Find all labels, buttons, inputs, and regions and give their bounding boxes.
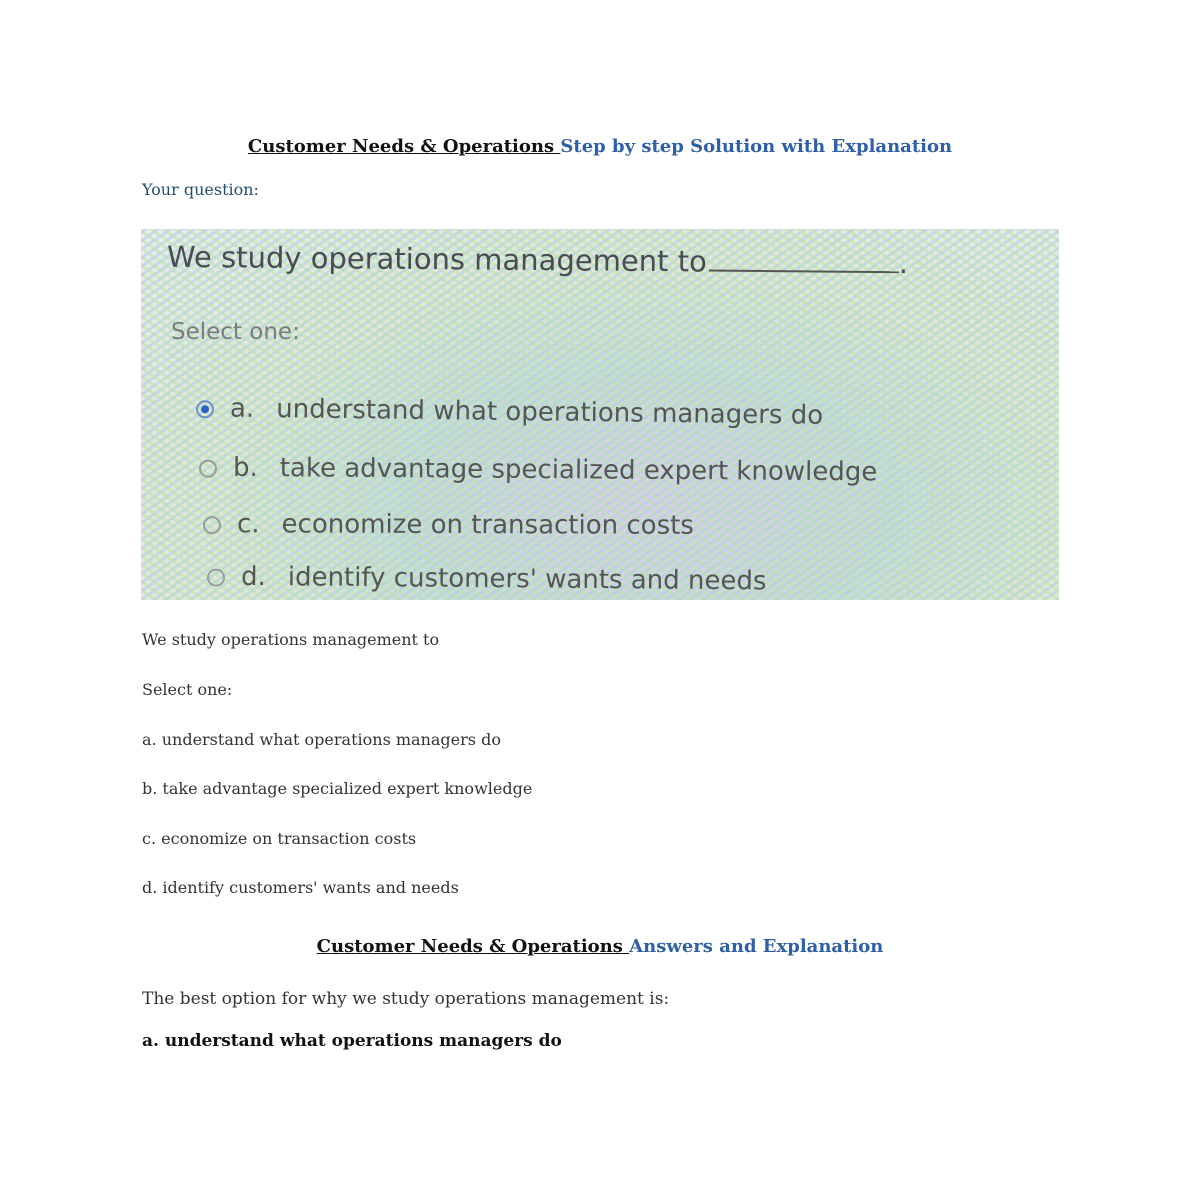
photo-question-stem: We study operations management to bbox=[166, 239, 707, 279]
transcript-option-b: b. take advantage specialized expert knowledge bbox=[142, 779, 533, 798]
option-letter: d. bbox=[240, 561, 266, 593]
title-topic: Customer Needs & Operations bbox=[247, 136, 561, 157]
option-text: take advantage specialized expert knowledge bbox=[279, 453, 878, 488]
option-letter: c. bbox=[236, 509, 260, 540]
radio-empty-icon bbox=[203, 516, 221, 534]
answers-heading bbox=[0, 936, 1200, 957]
photo-question-text bbox=[167, 240, 908, 280]
photo-select-one: Select one: bbox=[171, 319, 300, 345]
photo-option-a bbox=[196, 393, 823, 431]
title-subtitle: Step by step Solution with Explanation bbox=[560, 136, 953, 157]
photo-option-d bbox=[207, 562, 767, 597]
answers-subtitle: Answers and Explanation bbox=[629, 936, 884, 957]
page-title bbox=[0, 136, 1200, 157]
transcript-option-c: c. economize on transaction costs bbox=[142, 829, 417, 848]
answer-intro: The best option for why we study operations management is: bbox=[142, 989, 670, 1009]
question-photo bbox=[141, 229, 1059, 600]
option-text: understand what operations managers do bbox=[276, 394, 824, 431]
radio-selected-icon bbox=[196, 400, 214, 418]
transcript-select-one: Select one: bbox=[142, 680, 233, 699]
transcript-question: We study operations management to bbox=[142, 630, 440, 649]
photo-option-b bbox=[199, 453, 877, 488]
blank-line bbox=[709, 268, 899, 273]
option-text: economize on transaction costs bbox=[281, 509, 694, 541]
transcript-option-a: a. understand what operations managers do bbox=[142, 730, 501, 749]
radio-empty-icon bbox=[199, 459, 217, 477]
transcript-option-d: d. identify customers' wants and needs bbox=[142, 878, 459, 897]
option-letter: b. bbox=[232, 452, 258, 484]
option-letter: a. bbox=[229, 393, 255, 424]
blank-period: . bbox=[898, 246, 909, 281]
answer-text: a. understand what operations managers do bbox=[142, 1031, 562, 1051]
answers-topic: Customer Needs & Operations bbox=[316, 936, 630, 957]
photo-option-c bbox=[203, 509, 694, 541]
option-text: identify customers' wants and needs bbox=[287, 562, 767, 597]
radio-empty-icon bbox=[207, 568, 225, 586]
your-question-label: Your question: bbox=[142, 180, 259, 199]
